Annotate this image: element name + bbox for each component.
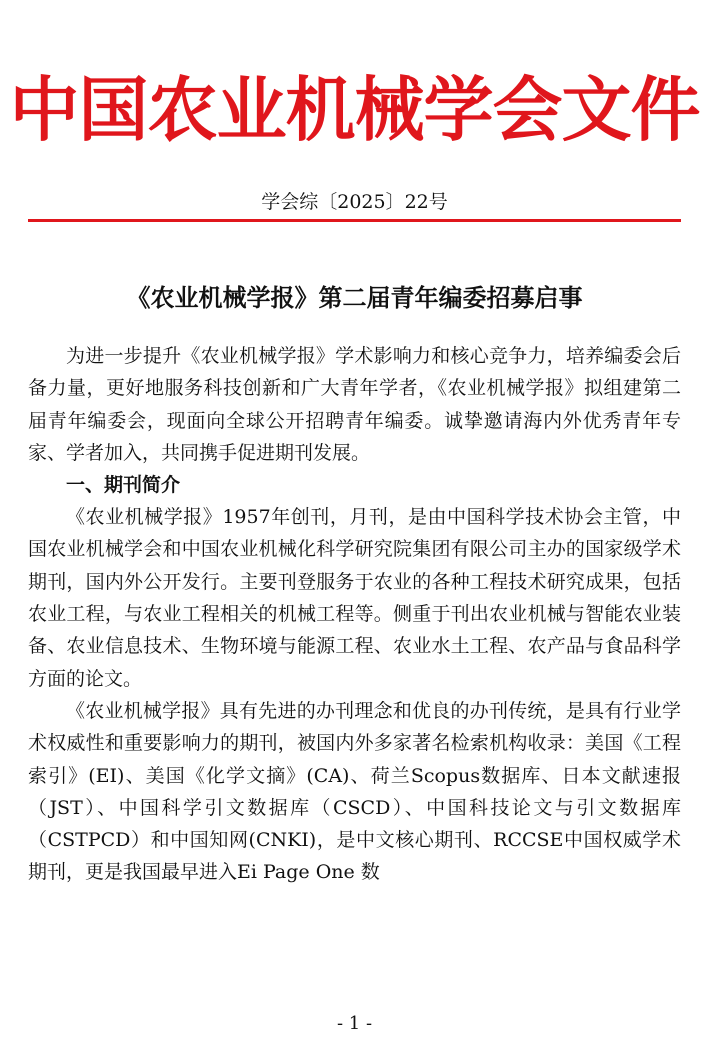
journal-intro-paragraph-2: 《农业机械学报》具有先进的办刊理念和优良的办刊传统，是具有行业学术权威性和重要影响力的期刊，被国内外多家著名检索机构收录：美国《工程索引》(EI)、美国《化学文摘》(CA)、荷兰Scopus数据库、日本文献速报（JST）、中国科学引文数据库（CSCD）、中国科技论文与引文数据库（CSTPCD）和中国知网(CNKI)，是中文核心期刊、RCCSE中国权威学术期刊，更是我国最早进入Ei Page One 数: [28, 699, 681, 884]
document-number: 学会综〔2025〕22号: [261, 191, 448, 213]
document-masthead: 中国农业机械学会文件: [9, 69, 700, 151]
journal-intro-paragraph-1: 《农业机械学报》1957年创刊，月刊，是由中国科学技术协会主管，中国农业机械学会和中国农业机械化科学研究院集团有限公司主办的国家级学术期刊，国内外公开发行。主要刊登服务于农业的各种工程技术研究成果，包括农业工程，与农业工程相关的机械工程等。侧重于刊出农业机械与智能农业装备、农业信息技术、生物环境与能源工程、农业水土工程、农产品与食品科学方面的论文。: [28, 506, 681, 690]
intro-paragraph: 为进一步提升《农业机械学报》学术影响力和核心竞争力，培养编委会后备力量，更好地服务科技创新和广大青年学者，《农业机械学报》拟组建第二届青年编委会，现面向全球公开招聘青年编委。诚挚邀请海内外优秀青年专家、学者加入，共同携手促进期刊发展。: [28, 345, 681, 464]
page-number: - 1 -: [336, 1013, 373, 1034]
red-divider-rule: [28, 219, 681, 222]
document-body: [28, 340, 681, 889]
section-heading-journal-intro: 一、期刊简介: [66, 474, 181, 497]
notice-title: 《农业机械学报》第二届青年编委招募启事: [126, 284, 583, 312]
